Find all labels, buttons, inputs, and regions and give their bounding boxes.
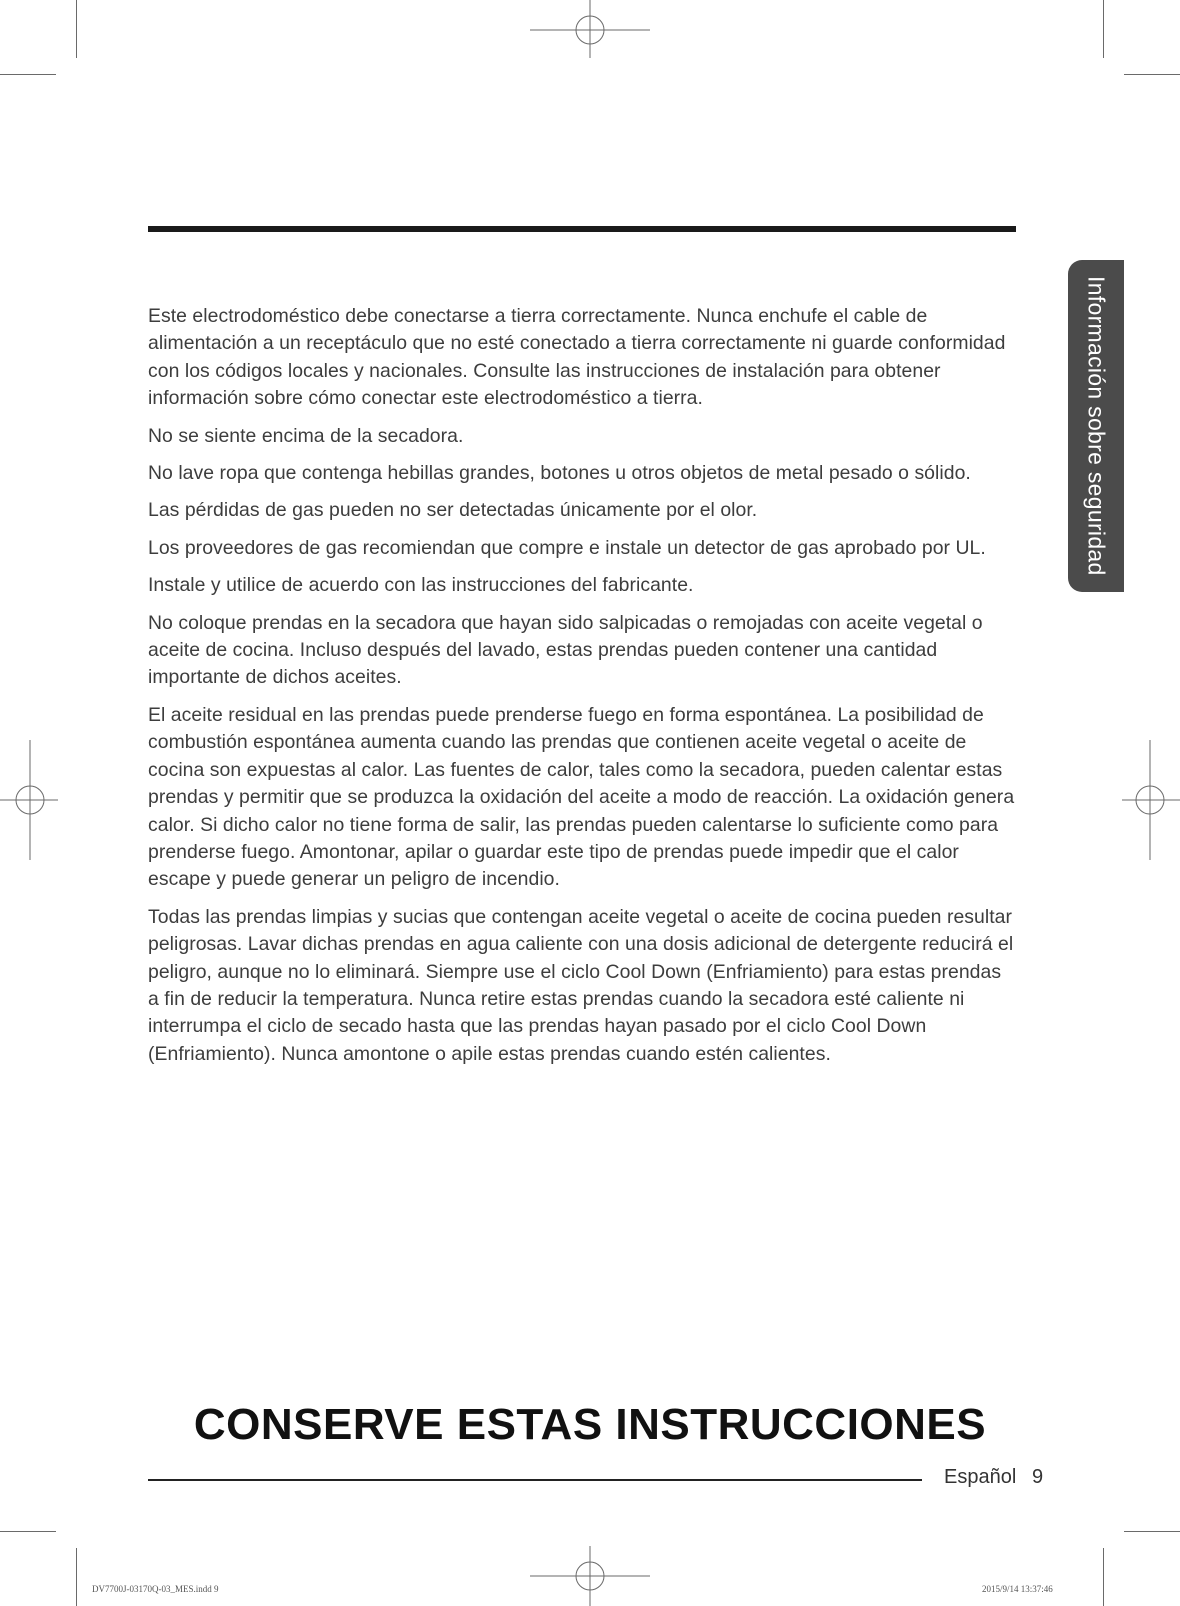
crop-mark-bottom-left-vertical xyxy=(76,1548,77,1606)
paragraph-gas-leaks: Las pérdidas de gas pueden no ser detectadas únicamente por el olor. xyxy=(148,499,758,522)
crop-mark-top-right-vertical xyxy=(1103,0,1104,58)
paragraph-no-metal: No lave ropa que contenga hebillas grandes, botones u otros objetos de metal pesado o sólido. xyxy=(148,462,971,485)
section-side-tab xyxy=(1068,260,1124,592)
paragraph-install: Instale y utilice de acuerdo con las instrucciones del fabricante. xyxy=(148,574,694,597)
crop-mark-bottom-left-horizontal xyxy=(0,1531,56,1532)
registration-mark-top-icon xyxy=(530,0,650,60)
header-rule xyxy=(148,226,1016,232)
crop-mark-top-left-vertical xyxy=(76,0,77,58)
crop-mark-top-left-horizontal xyxy=(0,74,56,75)
registration-mark-bottom-icon xyxy=(530,1546,650,1606)
paragraph-grounding: Este electrodoméstico debe conectarse a tierra correctamente. Nunca enchufe el cable de alimentación a un receptáculo que no esté conectado a tierra correctamente ni guarde conformidad con los códigos locales y nacionales. Consulte las instrucciones de instalación para obtener información sobre cómo conectar este electrodoméstico a tierra. xyxy=(148,305,1006,410)
footer-rule xyxy=(148,1479,922,1481)
page-language: Español xyxy=(944,1466,1017,1488)
print-slug-timestamp: 2015/9/14 13:37:46 xyxy=(982,1584,1053,1594)
registration-mark-left-icon xyxy=(0,740,60,860)
crop-mark-bottom-right-horizontal xyxy=(1124,1531,1180,1532)
section-side-tab-label: Información sobre seguridad xyxy=(1083,276,1110,576)
paragraph-oil-garments: No coloque prendas en la secadora que hayan sido salpicadas o remojadas con aceite vegetal o aceite de cocina. Incluso después del lavado, estas prendas pueden contener una cantidad importante de dichos aceites. xyxy=(148,611,983,689)
print-slug-file: DV7700J-03170Q-03_MES.indd 9 xyxy=(92,1584,219,1594)
paragraph-gas-detector: Los proveedores de gas recomiendan que compre e instale un detector de gas aprobado por UL. xyxy=(148,536,986,559)
page-number: 9 xyxy=(1032,1466,1044,1488)
save-instructions-title: CONSERVE ESTAS INSTRUCCIONES xyxy=(193,1400,987,1449)
safety-text-block xyxy=(148,303,1016,1078)
crop-mark-bottom-right-vertical xyxy=(1103,1548,1104,1606)
paragraph-cool-down: Todas las prendas limpias y sucias que contengan aceite vegetal o aceite de cocina pueden resultar peligrosas. Lavar dichas prendas en agua caliente con una dosis adicional de detergente reducirá el peligro, aunque no lo eliminará. Siempre use el ciclo Cool Down (Enfriamiento) para estas prendas a fin de reducir la temperatura. Nunca retire estas prendas cuando la secadora esté caliente ni interrumpa el ciclo de secado hasta que las prendas hayan pasado por el ciclo Cool Down (Enfriamiento). Nunca amontone o apile estas prendas cuando estén calientes. xyxy=(148,905,1014,1065)
paragraph-spontaneous-combustion: El aceite residual en las prendas puede prenderse fuego en forma espontánea. La posibilidad de combustión espontánea aumenta cuando las prendas que contienen aceite vegetal o aceite de cocina son expuestas al calor. Las fuentes de calor, tales como la secadora, pueden calentar estas prendas y permitir que se produzca la oxidación del aceite a modo de reacción. La oxidación genera calor. Si dicho calor no tiene forma de salir, las prendas pueden calentarse lo suficiente como para prenderse fuego. Amontonar, apilar o guardar este tipo de prendas puede impedir que el calor escape y puede generar un peligro de incendio. xyxy=(148,703,1015,891)
registration-mark-right-icon xyxy=(1120,740,1180,860)
paragraph-no-sit: No se siente encima de la secadora. xyxy=(148,424,464,447)
crop-mark-top-right-horizontal xyxy=(1124,74,1180,75)
